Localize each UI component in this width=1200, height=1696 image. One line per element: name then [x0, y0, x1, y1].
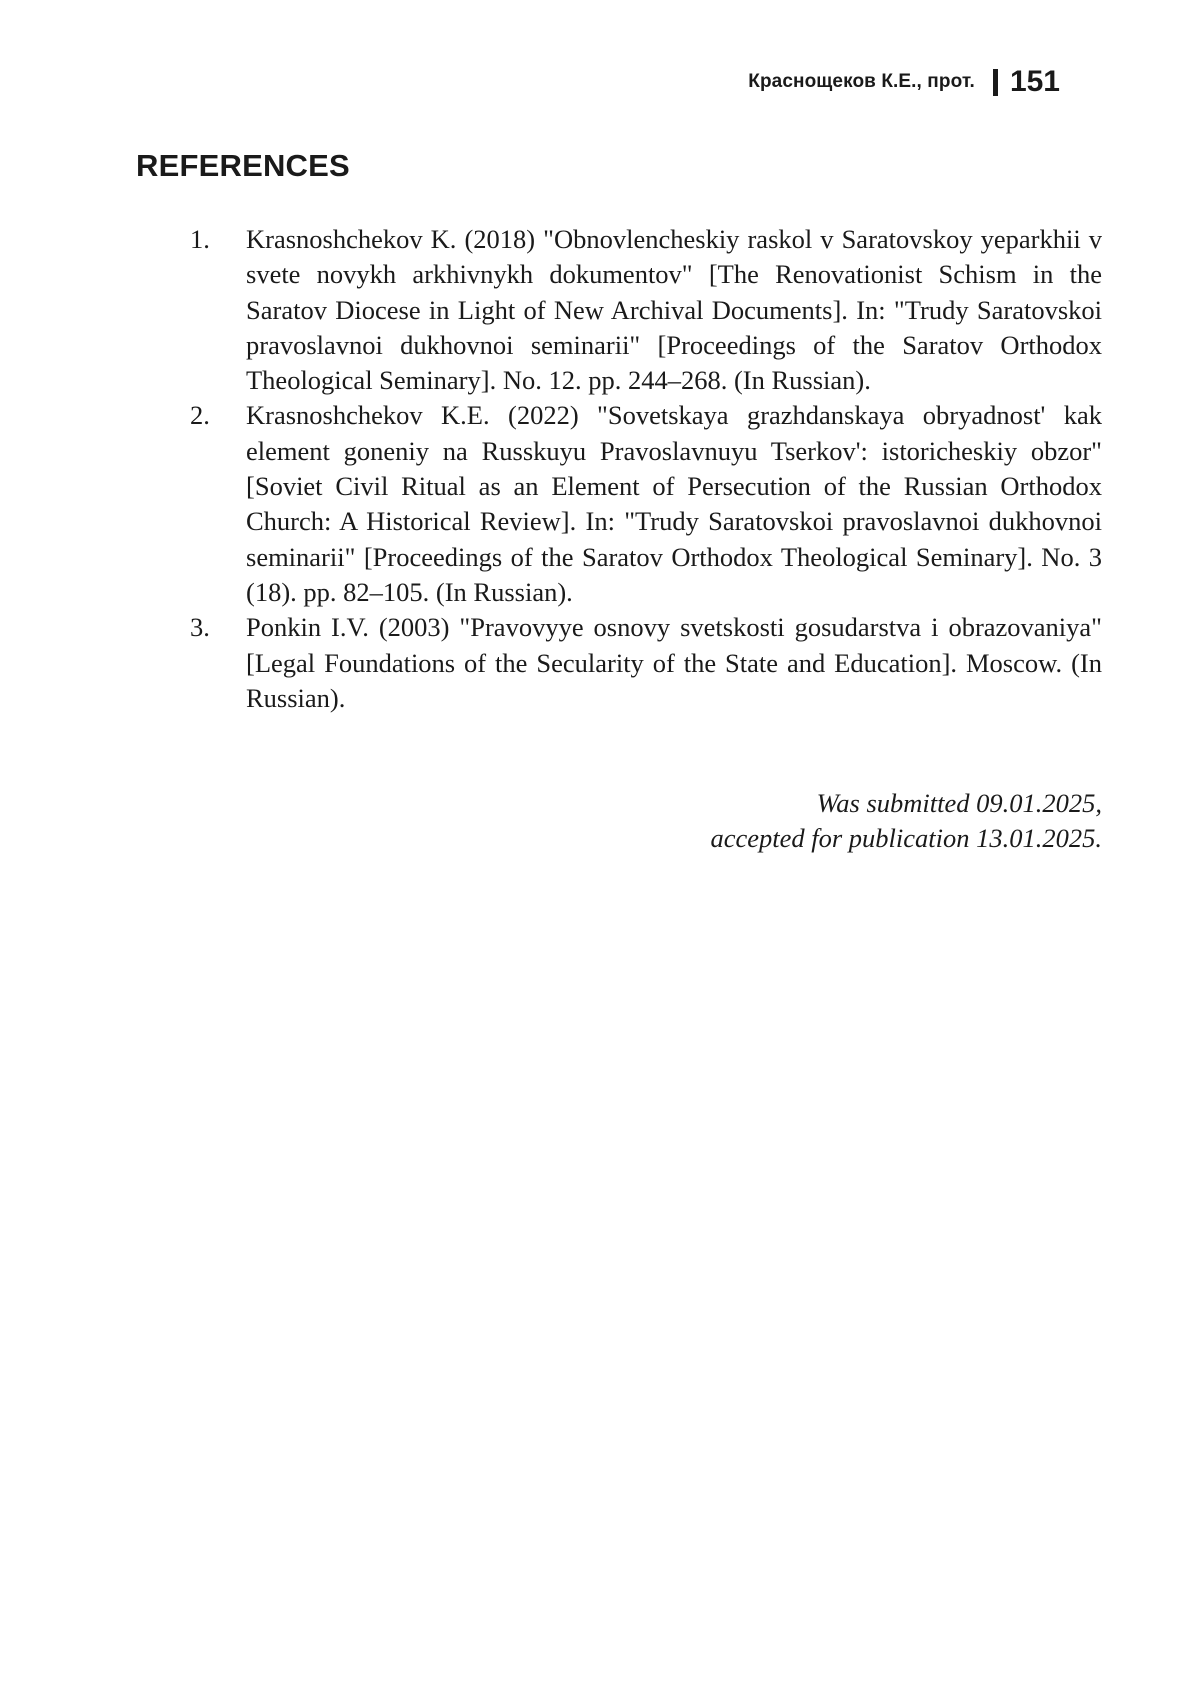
reference-item [190, 398, 1102, 610]
reference-number: 2. [190, 400, 210, 431]
page-number: 151 [1009, 65, 1060, 98]
reference-text: Ponkin I.V. (2003) "Pravovyye osnovy svetskosti gosudarstva i obrazovaniya" [Legal Foundations of the Secularity of the State and Education]. Moscow. (In Russian). [246, 612, 1102, 713]
reference-item [190, 610, 1102, 716]
running-head-author: Краснощеков К.Е., прот. [748, 71, 975, 92]
submission-note [710, 786, 1102, 857]
running-head [748, 62, 1060, 102]
acceptance-date: accepted for publication 13.01.2025. [710, 823, 1102, 854]
reference-text: Krasnoshchekov K.E. (2022) "Sovetskaya grazhdanskaya obryadnost' kak element goneniy na Russkuyu Pravoslavnuyu Tserkov': istoricheskiy obzor" [Soviet Civil Ritual as an Element of Persecution of the Russian Orthodox Church: A Historical Review]. In: "Trudy Saratovskoi pravoslavnoi dukhovnoi seminarii" [Proceedings of the Saratov Orthodox Theological Seminary]. No. 3 (18). pp. 82–105. (In Russian). [246, 400, 1102, 607]
running-head-separator [993, 69, 998, 96]
reference-text: Krasnoshchekov K. (2018) "Obnovlencheskiy raskol v Saratovskoy yeparkhii v svete novykh arkhivnykh dokumentov" [The Renovationist Schism in the Saratov Diocese in Light of New Archival Documents]. In: "Trudy Saratovskoi pravoslavnoi dukhovnoi seminarii" [Proceedings of the Saratov Orthodox Theological Seminary]. No. 12. pp. 244–268. (In Russian). [246, 224, 1102, 396]
reference-number: 3. [190, 612, 210, 643]
references-list [190, 222, 1102, 716]
reference-number: 1. [190, 224, 210, 254]
references-heading: REFERENCES [136, 148, 350, 183]
submission-date: Was submitted 09.01.2025, [816, 788, 1102, 818]
reference-item [190, 222, 1102, 398]
